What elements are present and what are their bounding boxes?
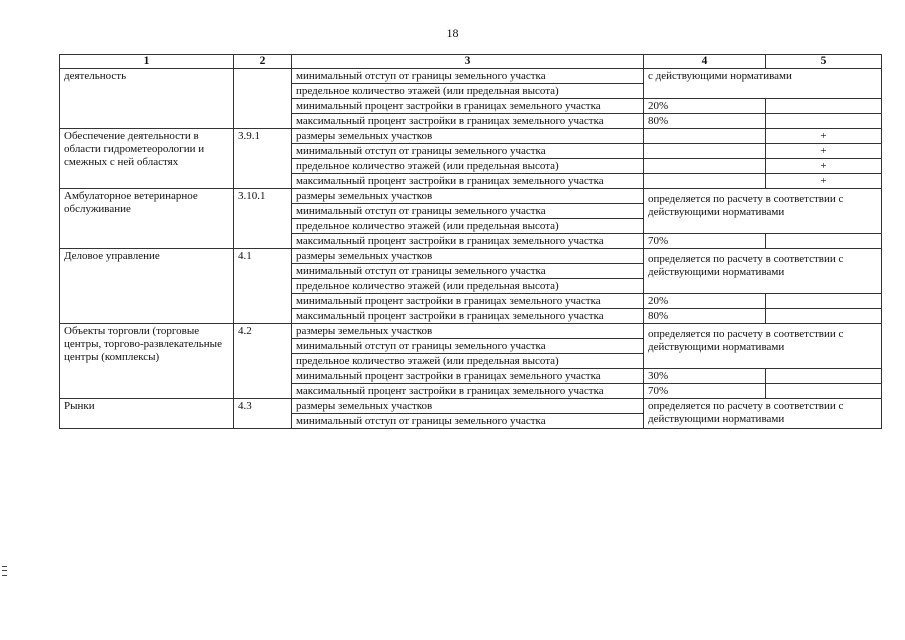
value-cell: [644, 159, 766, 174]
value-cell: определяется по расчету в соответствии с действующими нормативами: [644, 249, 882, 294]
parameter-cell: размеры земельных участков: [292, 324, 644, 339]
mark-cell: +: [766, 174, 882, 189]
value-cell: определяется по расчету в соответствии с действующими нормативами: [644, 189, 882, 234]
mark-cell: [766, 384, 882, 399]
parameter-cell: минимальный процент застройки в границах земельного участка: [292, 294, 644, 309]
parameter-cell: предельное количество этажей (или предельная высота): [292, 84, 644, 99]
mark-cell: [766, 114, 882, 129]
parameter-cell: минимальный процент застройки в границах земельного участка: [292, 369, 644, 384]
value-cell: 30%: [644, 369, 766, 384]
code-cell: 3.10.1: [234, 189, 292, 249]
parameter-cell: минимальный отступ от границы земельного участка: [292, 144, 644, 159]
parameter-cell: максимальный процент застройки в границах земельного участка: [292, 174, 644, 189]
header-row: [60, 55, 882, 69]
parameter-cell: размеры земельных участков: [292, 249, 644, 264]
parameter-cell: минимальный отступ от границы земельного участка: [292, 339, 644, 354]
parameter-cell: предельное количество этажей (или предельная высота): [292, 354, 644, 369]
parameter-cell: минимальный отступ от границы земельного участка: [292, 69, 644, 84]
mark-cell: +: [766, 144, 882, 159]
value-cell: определяется по расчету в соответствии с действующими нормативами: [644, 324, 882, 369]
activity-cell: деятельность: [60, 69, 234, 129]
column-header: 2: [234, 55, 292, 69]
code-cell: [234, 69, 292, 129]
parameter-cell: минимальный отступ от границы земельного участка: [292, 414, 644, 429]
value-cell: с действующими нормативами: [644, 69, 882, 99]
parameter-cell: предельное количество этажей (или предельная высота): [292, 159, 644, 174]
column-header: 1: [60, 55, 234, 69]
mark-cell: +: [766, 159, 882, 174]
activity-cell: Рынки: [60, 399, 234, 429]
binding-mark: [2, 566, 7, 576]
parameter-cell: размеры земельных участков: [292, 189, 644, 204]
activity-cell: Обеспечение деятельности в области гидрометеорологии и смежных с ней областях: [60, 129, 234, 189]
mark-cell: [766, 234, 882, 249]
page-number: 18: [446, 26, 459, 40]
parameter-cell: размеры земельных участков: [292, 129, 644, 144]
value-cell: 70%: [644, 234, 766, 249]
parameter-cell: предельное количество этажей (или предельная высота): [292, 279, 644, 294]
value-cell: [644, 129, 766, 144]
value-cell: [644, 144, 766, 159]
activity-cell: Деловое управление: [60, 249, 234, 324]
mark-cell: [766, 309, 882, 324]
parameter-cell: минимальный отступ от границы земельного участка: [292, 264, 644, 279]
column-header: 3: [292, 55, 644, 69]
table-row: [60, 69, 882, 84]
table-row: [60, 129, 882, 144]
parameter-cell: максимальный процент застройки в границах земельного участка: [292, 309, 644, 324]
parameter-cell: максимальный процент застройки в границах земельного участка: [292, 234, 644, 249]
value-cell: 20%: [644, 99, 766, 114]
activity-cell: Амбулаторное ветеринарное обслуживание: [60, 189, 234, 249]
column-header: 4: [644, 55, 766, 69]
regulations-table: [59, 54, 882, 429]
mark-cell: +: [766, 129, 882, 144]
value-cell: определяется по расчету в соответствии с действующими нормативами: [644, 399, 882, 429]
column-header: 5: [766, 55, 882, 69]
value-cell: 80%: [644, 309, 766, 324]
parameter-cell: минимальный процент застройки в границах земельного участка: [292, 99, 644, 114]
code-cell: 4.2: [234, 324, 292, 399]
mark-cell: [766, 294, 882, 309]
value-cell: [644, 174, 766, 189]
activity-cell: Объекты торговли (торговые центры, торгово-развлекательные центры (комплексы): [60, 324, 234, 399]
parameter-cell: минимальный отступ от границы земельного участка: [292, 204, 644, 219]
value-cell: 70%: [644, 384, 766, 399]
table-row: [60, 324, 882, 339]
mark-cell: [766, 369, 882, 384]
value-cell: 20%: [644, 294, 766, 309]
code-cell: 4.1: [234, 249, 292, 324]
parameter-cell: предельное количество этажей (или предельная высота): [292, 219, 644, 234]
table-row: [60, 249, 882, 264]
mark-cell: [766, 99, 882, 114]
code-cell: 3.9.1: [234, 129, 292, 189]
parameter-cell: максимальный процент застройки в границах земельного участка: [292, 114, 644, 129]
value-cell: 80%: [644, 114, 766, 129]
table-row: [60, 399, 882, 414]
parameter-cell: размеры земельных участков: [292, 399, 644, 414]
code-cell: 4.3: [234, 399, 292, 429]
parameter-cell: максимальный процент застройки в границах земельного участка: [292, 384, 644, 399]
table-row: [60, 189, 882, 204]
